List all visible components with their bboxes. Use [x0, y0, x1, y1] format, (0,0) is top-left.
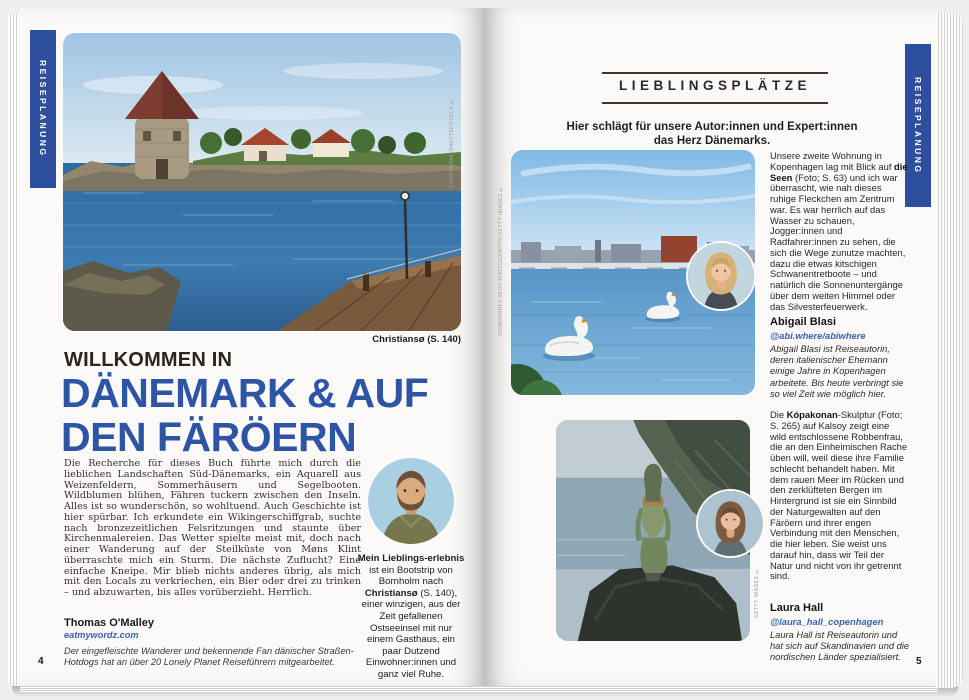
- entry2-before: Die: [770, 409, 787, 420]
- entry1-text: [770, 151, 908, 312]
- page-number-right: 5: [916, 656, 922, 667]
- section-subtitle: [512, 120, 912, 148]
- highlight-bold2: Christiansø: [364, 587, 418, 599]
- entry1-after: (Foto; S. 63) und ich war überrascht, wie nah dieses ruhige Fleckchen am Zentrum war. Es war herrlich auf das Wasser zu schauen, Jogger:innen und Radfahrer:innen zu sehen, die sich die Wege zunutze machten, dazu die etwas kitschigen Schwanentretboote – und natürlich die Sonnenuntergänge über dem weiten Himmel oder das Silvesterfeuerwerk.: [770, 171, 906, 312]
- entry2-after: -Skulptur (Foto; S. 265) auf Kalsoy zeigt eine wild entschlossene Robbenfrau, die an den Einheimischen Rache üben will, weil diese ihre Familie schlecht behandelt haben. Mit dem rauen Meer im Rücken und den zerklüfteten Bergen im Hintergrund ist sie ein Sinnbild der Naturgewalten auf den Färöern und ihrer engen Verbindung mit den Menschen, die hier leben. Sie weist uns darauf hin, dass wir Teil der Natur und nicht von ihr getrennt sind.: [770, 409, 908, 582]
- intro-paragraph: Die Recherche für dieses Buch führte mich durch die lieblichen Landschaften Süd-Dänemarks, ein Aquarell aus Weizenfeldern, Sommerhäusern und Segelbooten. Wildblumen blühen, Fähren tuckern zwischen den Inseln. Alles ist so wunderschön, so wohltuend. Auch Geschichte ist hier spürbar. Ich erkundete ein Wikingerschiffgrab, suchte nach bronzezeitlichen Felsritzungen und staunte über Kirchenmalereien. Das Wetter spielte meist mit, doch nach einer Wanderung auf der Steilküste von Møns Klint überraschte mich ein Sturm. Die nächste Zuflucht? Eine einfache Kneipe. Mir blieb nichts anderes übrig, als mich mit den Locals zu verkriechen, ein Bier oder drei zu trinken – und abzuwarten, bis alles vorüberzieht. Herrlich.: [64, 458, 361, 598]
- header-rule-top: [602, 72, 828, 74]
- chapter-tab-right-label: REISEPLANUNG: [913, 76, 923, 175]
- author-name-thomas: Thomas O'Malley: [64, 617, 155, 629]
- christianso-photo-credit: KONRADBAK/SHUTTERSTOCK ©: [449, 97, 455, 188]
- entry2-bold: Kópakonan: [786, 409, 838, 420]
- highlight-bold1: Mein Lieblings-erlebnis: [357, 553, 465, 564]
- author-bio-laura: Laura Hall ist Reiseautorin und hat sich auf Skandinavien und die nordischen Länder spezialisiert.: [770, 630, 910, 663]
- author-link-thomas[interactable]: eatmywordz.com: [64, 630, 139, 640]
- section-subtitle-line1: Hier schlägt für unsere Autor:innen und Expert:innen: [566, 121, 858, 133]
- christianso-photo-illustration: [63, 33, 461, 331]
- laura-avatar-illustration: [698, 491, 763, 556]
- author-name-abigail: Abigail Blasi: [770, 316, 837, 328]
- author-name-laura: Laura Hall: [770, 602, 824, 614]
- page-title-line2: DEN FÄRÖERN: [61, 414, 357, 460]
- christianso-photo-caption: Christiansø (S. 140): [372, 334, 461, 345]
- page-title: [61, 371, 428, 459]
- abigail-avatar: [688, 243, 754, 309]
- page-stack-left: [8, 14, 18, 686]
- copenhagen-photo-credit: JONATHANFILSKOV-PHOTOGRAPHY/GETTY IMAGES ©: [498, 185, 504, 336]
- thomas-avatar: [368, 458, 454, 544]
- section-title: LIEBLINGSPLÄTZE: [619, 78, 811, 93]
- thomas-avatar-illustration: [368, 458, 454, 544]
- page-title-line1: DÄNEMARK & AUF: [61, 370, 429, 416]
- author-bio-abigail: Abigail Blasi ist Reiseautorin, deren italienischer Ehemann einige Jahre in Kopenhagen arbeitete. Bis heute verbringt sie so viel Zeit wie möglich hier.: [770, 344, 904, 399]
- kopakonan-photo-credit: GETTY IMAGES ©: [754, 567, 760, 618]
- entry2-text: [770, 410, 908, 582]
- laura-avatar: [698, 491, 763, 556]
- kicker: WILLKOMMEN IN: [64, 349, 233, 371]
- entry1-bold: die Seen: [770, 160, 908, 183]
- highlight-text2: (S. 140), einer winzigen, aus der Zeit gefallenen Ostseeinsel mit nur einem Gasthaus, ein paar Dutzend Einwohner:innen und ganz viel Ruhe.: [361, 587, 461, 680]
- chapter-tab-left-label: REISEPLANUNG: [38, 60, 48, 158]
- highlight-text1: ist ein Bootstrip von Bornholm nach: [369, 564, 453, 588]
- header-rule-bottom: [602, 102, 828, 104]
- highlight-blurb: [357, 553, 465, 681]
- page-number-left: 4: [38, 656, 44, 667]
- christianso-photo: [63, 33, 461, 331]
- abigail-avatar-illustration: [688, 243, 754, 309]
- entry1-before: Unsere zweite Wohnung in Kopenhagen lag mit Blick auf: [770, 150, 895, 172]
- section-subtitle-line2: das Herz Dänemarks.: [653, 135, 771, 147]
- page-stack-right: [936, 12, 963, 688]
- author-handle-abigail[interactable]: @abi.where/abiwhere: [770, 330, 866, 341]
- author-handle-laura[interactable]: @laura_hall_copenhagen: [770, 616, 884, 627]
- author-bio-thomas: Der eingefleischte Wanderer und bekennende Fan dänischer Straßen-Hotdogs hat an über 20 Lonely Planet Reiseführern mitgearbeitet.: [64, 646, 354, 668]
- chapter-tab-left: [30, 30, 56, 188]
